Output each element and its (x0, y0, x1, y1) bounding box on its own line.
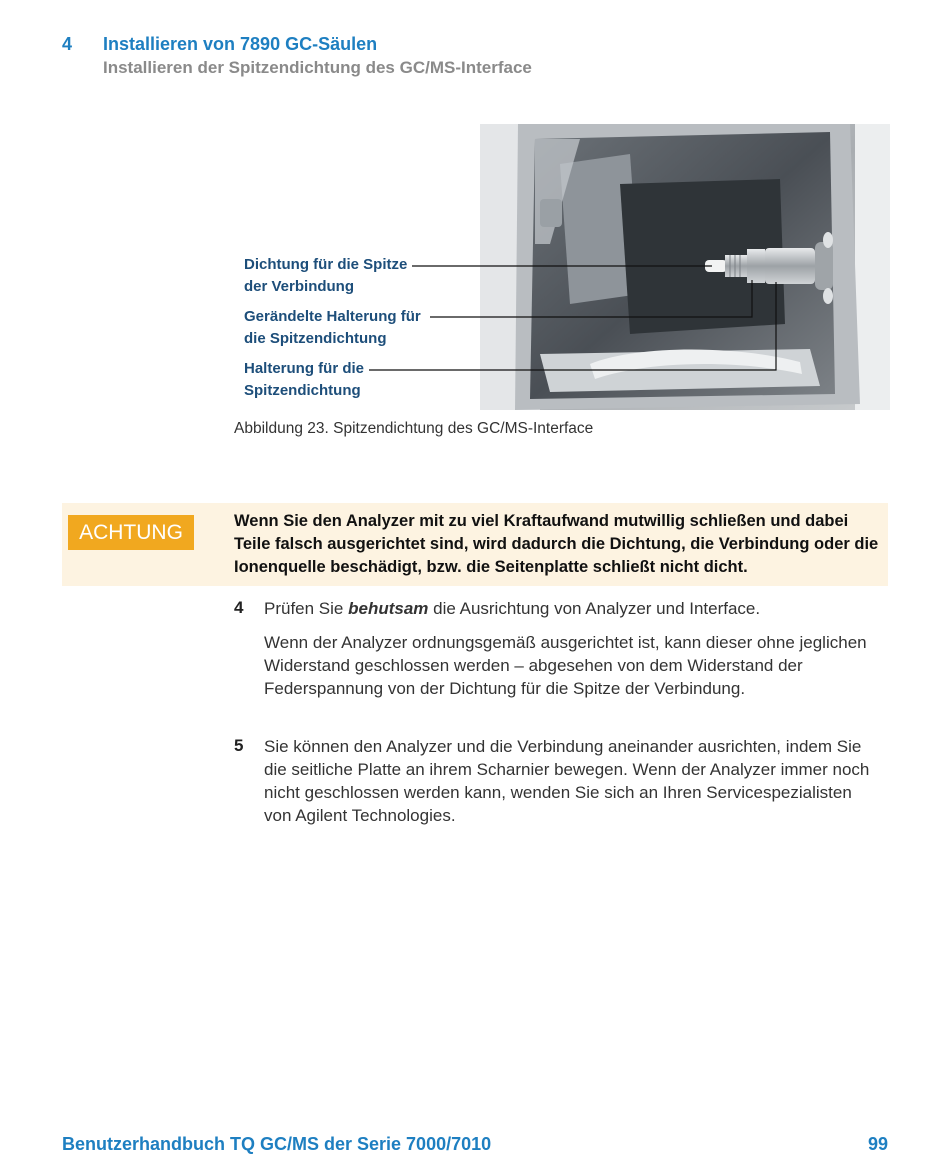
step-text-part: die Ausrichtung von Analyzer und Interface. (428, 599, 761, 618)
caution-badge: ACHTUNG (68, 515, 194, 550)
callout-knurled-holder (244, 306, 421, 350)
callout-seal-holder (244, 358, 364, 402)
callout-seal-holder-line2: Spitzendichtung (244, 382, 361, 399)
chapter-number: 4 (62, 34, 73, 54)
callout-tip-seal-line1: Dichtung für die Spitze (244, 256, 408, 273)
callout-seal-holder-line1: Halterung für die (244, 360, 365, 377)
step-number: 4 (234, 598, 244, 617)
step-number: 5 (234, 736, 244, 755)
callout-knurled-holder-line1: Gerändelte Halterung für (244, 308, 421, 325)
footer-page-number: 99 (867, 1134, 888, 1154)
callout-tip-seal (244, 254, 407, 298)
footer-manual-title: Benutzerhandbuch TQ GC/MS der Serie 7000/7010 (62, 1134, 492, 1154)
callout-tip-seal-line2: der Verbindung (244, 278, 355, 295)
step-text: Sie können den Analyzer und die Verbindung aneinander ausrichten, indem Sie die seitliche Platte an ihrem Scharnier bewegen. Wenn der Analyzer immer noch nicht geschlossen werden kann, wenden Sie sich an Ihren Servicespezialisten von Agilent Technologies. (264, 737, 870, 825)
step-text (264, 597, 874, 620)
chapter-title: Installieren von 7890 GC-Säulen (103, 34, 378, 54)
callout-knurled-holder-line2: die Spitzendichtung (244, 330, 387, 347)
step-emphasis: behutsam (348, 599, 429, 618)
section-title: Installieren der Spitzendichtung des GC/MS-Interface (103, 58, 532, 77)
caution-text: Wenn Sie den Analyzer mit zu viel Kraftaufwand mutwillig schließen und dabei Teile falsch ausgerichtet sind, wird dadurch die Dichtung, die Verbindung oder die Ionenquelle beschädigt, bzw. die Seitenplatte schließt nicht dicht. (234, 512, 879, 576)
step-note: Wenn der Analyzer ordnungsgemäß ausgerichtet ist, kann dieser ohne jeglichen Widerstand geschlossen werden – abgesehen von dem Widerstand der Federspannung von der Dichtung für die Spitze der Verbindung. (264, 633, 867, 698)
step-text-part: Prüfen Sie (264, 599, 349, 618)
figure-caption: Abbildung 23. Spitzendichtung des GC/MS-Interface (234, 420, 594, 437)
